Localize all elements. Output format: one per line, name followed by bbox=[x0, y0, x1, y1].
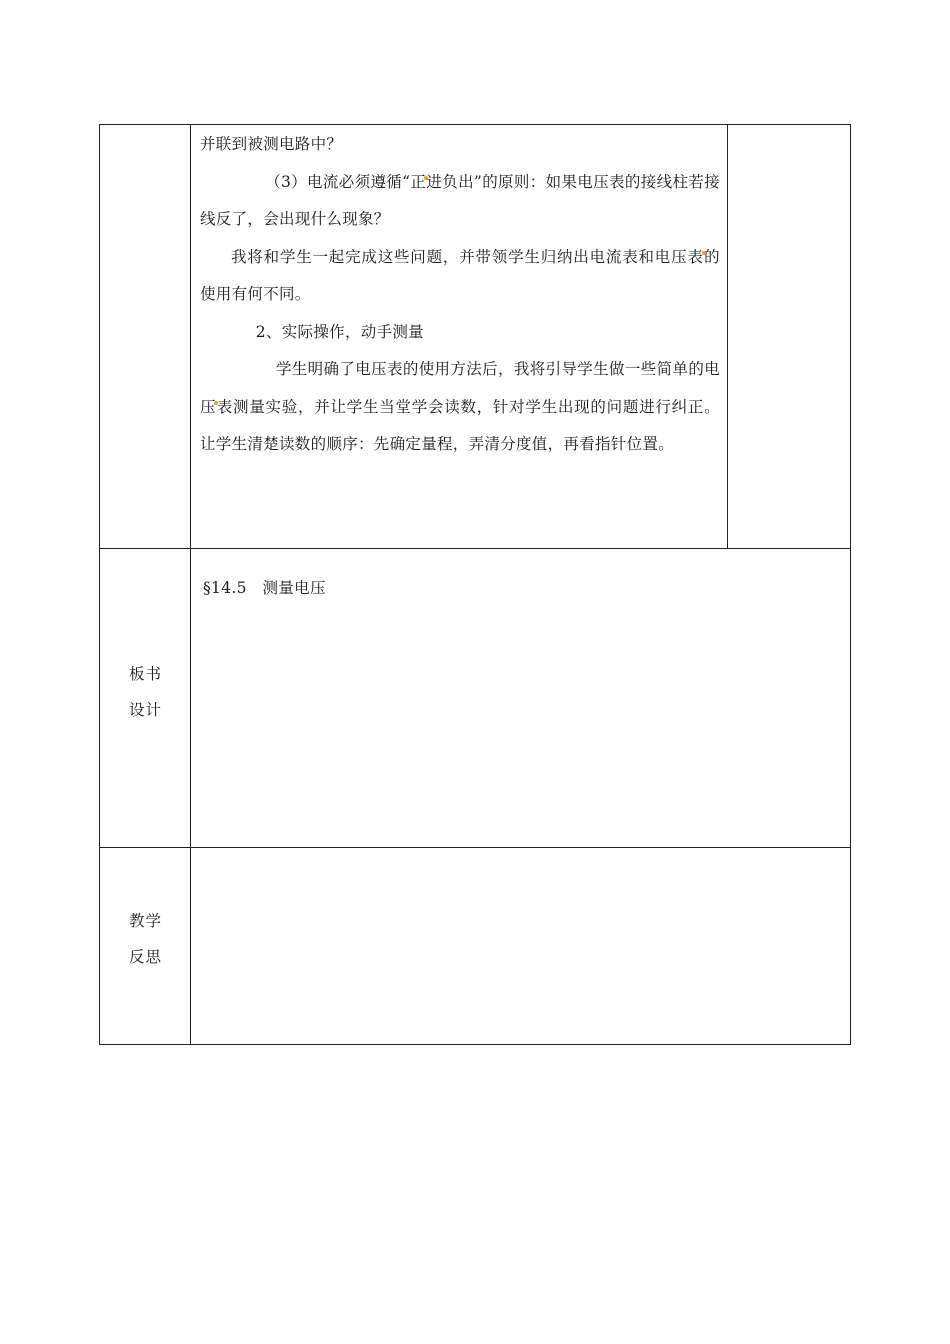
row-divider-2 bbox=[99, 847, 851, 848]
step-2-heading: 2、实际操作，动手测量 bbox=[255, 322, 424, 341]
row-divider-1 bbox=[99, 548, 851, 549]
summary-text-a: 我将和学生一起完成这些问题，并带领学生归纳出电流表和电压表 bbox=[231, 247, 704, 266]
board-design-label-line-1: 板书 bbox=[128, 665, 162, 683]
board-design-label-line-2: 设计 bbox=[128, 701, 162, 719]
step-2-text-b: 表测量实验，并让学生当堂学会读数，针对学生出现的问题进行纠正。让学生清楚读数的顺序：先确定量程，弄清分度值，再看指针位置。 bbox=[200, 397, 720, 453]
paragraph-summary bbox=[200, 239, 720, 314]
summary-text-b: 的使用有何不同。 bbox=[200, 247, 720, 303]
reflection-label-line-2: 反思 bbox=[128, 948, 162, 966]
question-3-text-a: （3）电流必须遵循“正 bbox=[265, 172, 427, 191]
board-design-label bbox=[100, 656, 191, 728]
step-2-text-a: 学生明确了电压表的使用方法后，我将引导学生做一些简单的电压 bbox=[200, 360, 720, 416]
table-right-border bbox=[850, 124, 851, 1045]
reflection-label-line-1: 教学 bbox=[128, 912, 162, 930]
table-top-border bbox=[99, 124, 851, 125]
question-3-text-b: 进负出”的原则：如果电压表的接线柱若接线反了，会出现什么现象？ bbox=[200, 172, 720, 228]
notes-column-divider bbox=[727, 124, 728, 549]
teaching-process-cell bbox=[200, 126, 720, 464]
paragraph-question-3 bbox=[200, 164, 720, 239]
paragraph-line-1: 并联到被测电路中？ bbox=[200, 135, 343, 153]
table-bottom-border bbox=[99, 1044, 851, 1045]
board-design-heading: §14.5 测量电压 bbox=[203, 579, 326, 597]
reflection-label bbox=[100, 903, 191, 975]
paragraph-step-2 bbox=[200, 351, 720, 464]
